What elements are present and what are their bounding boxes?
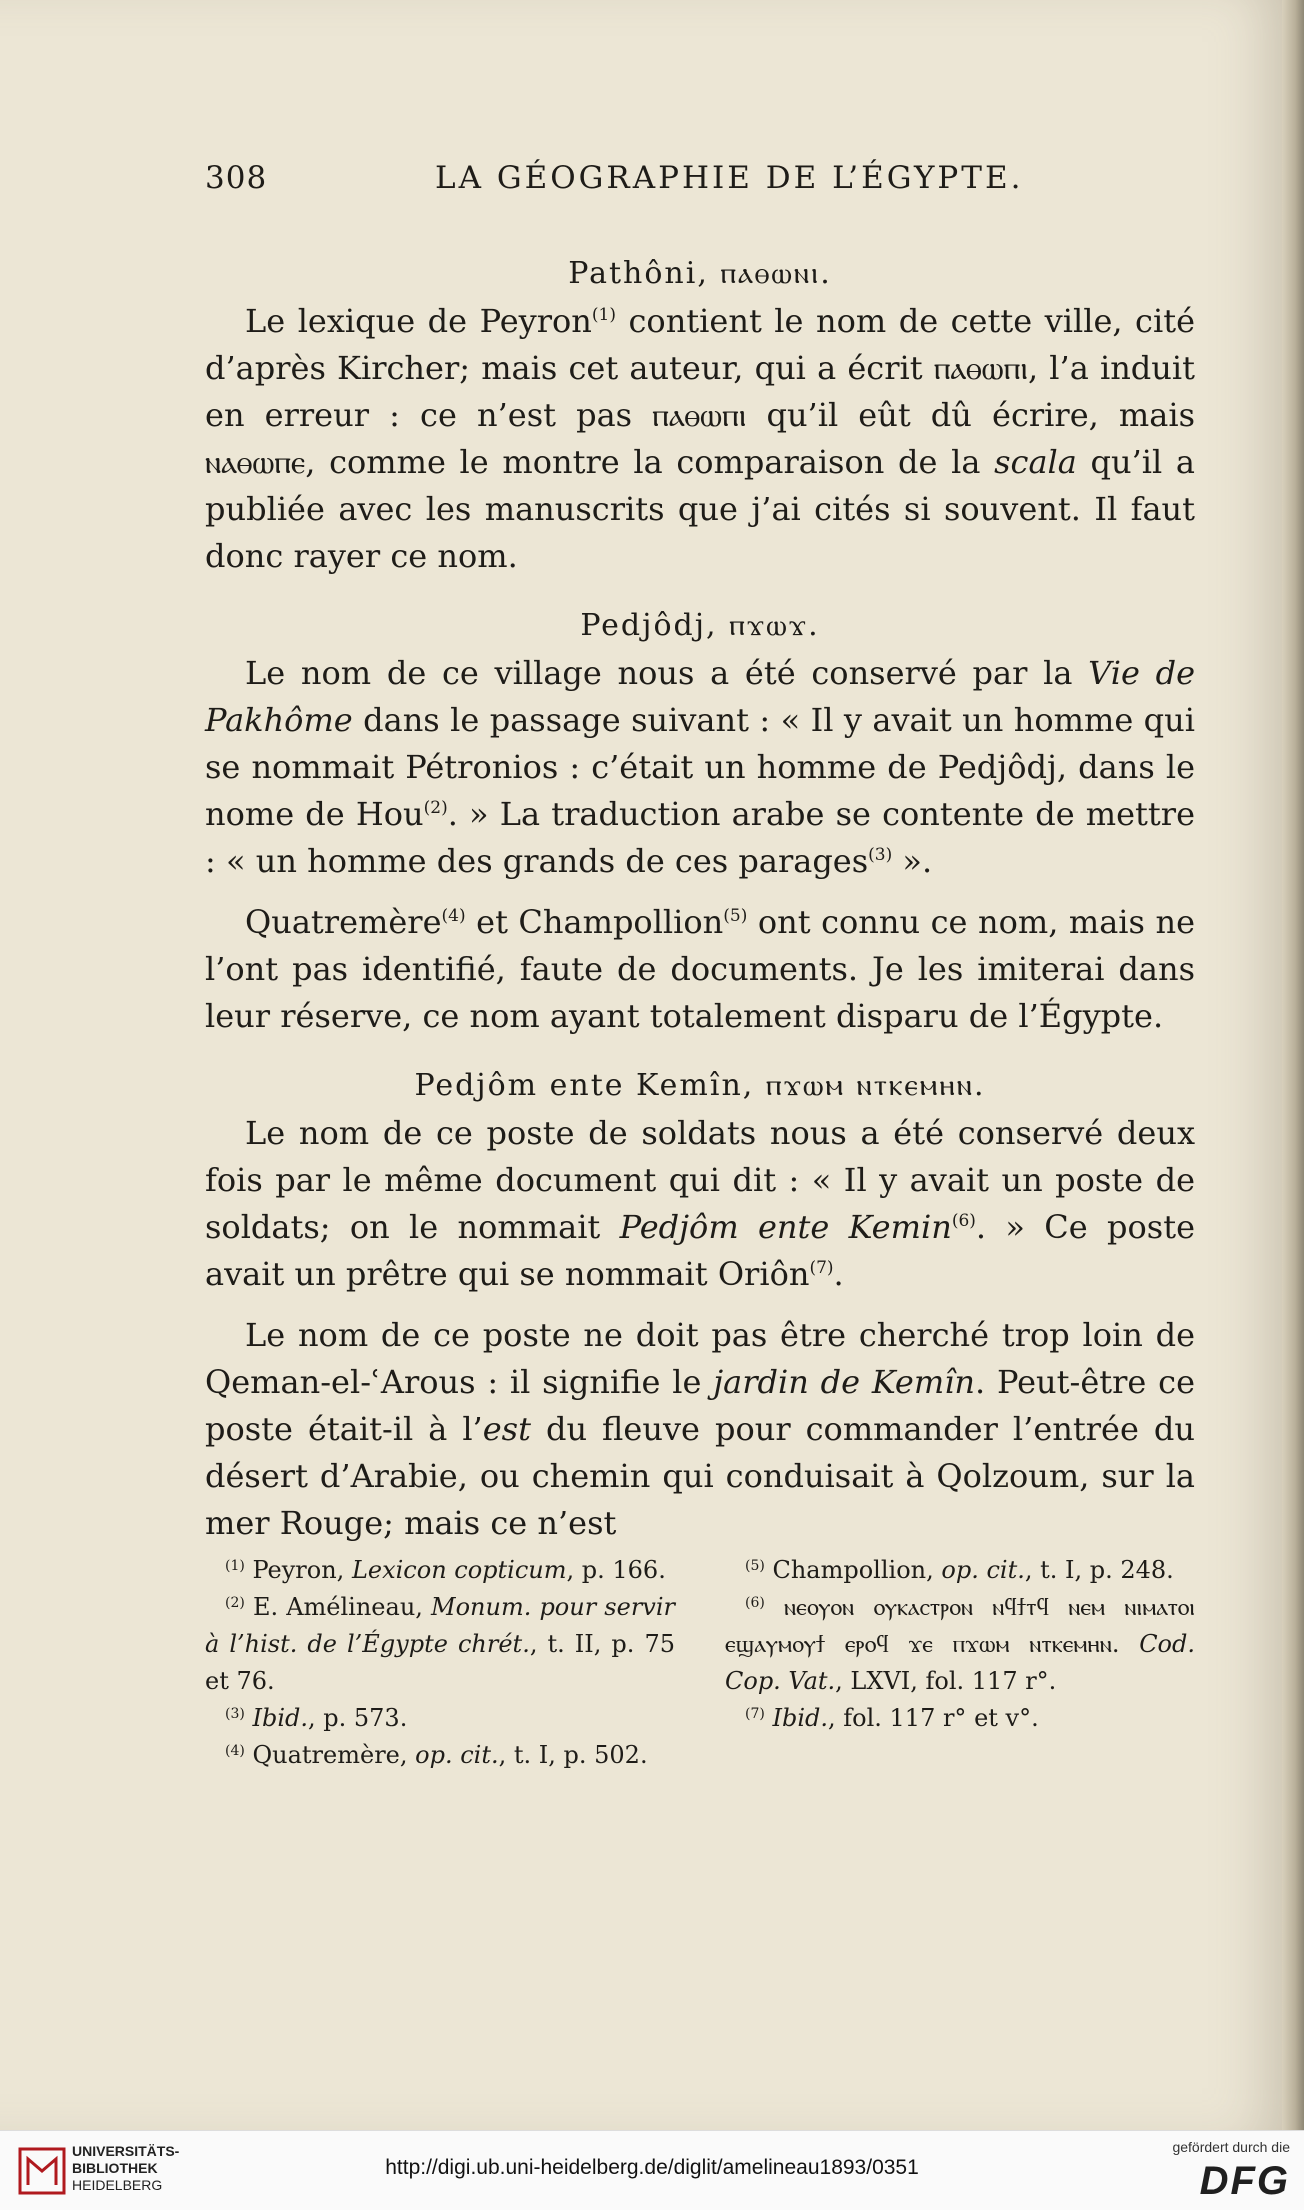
footnote-ref: (1) xyxy=(225,1558,245,1574)
section-pathoni xyxy=(205,250,1195,580)
text-run: Champollion, xyxy=(764,1556,942,1584)
section-pedjodj xyxy=(205,602,1195,1040)
footnote-ref: (3) xyxy=(225,1706,245,1722)
italic-run: est xyxy=(482,1410,531,1448)
paragraph xyxy=(205,650,1195,885)
footnote xyxy=(205,1700,675,1737)
text-run: , p. 573. xyxy=(308,1704,408,1732)
footnote-ref: (5) xyxy=(723,906,748,926)
text-run: Le lexique de Peyron xyxy=(245,302,592,340)
italic-run: Vie de Pakhôme xyxy=(205,654,1196,739)
footnote-ref: (6) xyxy=(951,1211,976,1231)
text-run: . » Ce poste avait un prêtre qui se nommait Oriôn xyxy=(205,1208,1196,1293)
footnotes-left-column xyxy=(205,1552,675,1774)
footnote-ref: (4) xyxy=(441,906,466,926)
text-run: Le nom de ce poste ne doit pas être cherché trop loin de Qeman-el-ʿArous : il signifie le xyxy=(205,1316,1195,1401)
text-run: Le nom de ce poste de soldats nous a été conservé deux fois par le même document qui dit : « Il y avait un poste de soldats; on le nommait xyxy=(205,1114,1195,1246)
text-run: , p. 166. xyxy=(566,1556,666,1584)
italic-run: op. cit. xyxy=(941,1556,1025,1584)
footnote-ref: (7) xyxy=(745,1706,765,1722)
text-run: , t. I, p. 248. xyxy=(1024,1556,1174,1584)
italic-run: Cod. Cop. Vat. xyxy=(725,1630,1195,1695)
italic-run: scala xyxy=(994,443,1077,481)
italic-run: Pedjôm ente Kemin xyxy=(619,1208,952,1246)
section-heading: Pathôni, ⲡⲁⲑⲱⲛⲓ. xyxy=(568,256,832,291)
section-heading: Pedjôdj, ⲡϫⲱϫ. xyxy=(580,608,820,643)
text-run: . xyxy=(833,1255,844,1293)
italic-run: Ibid. xyxy=(252,1704,308,1732)
footnote xyxy=(725,1589,1195,1700)
text-run: , fol. 117 r° et v°. xyxy=(828,1704,1039,1732)
paragraph xyxy=(205,1312,1195,1547)
paragraph xyxy=(205,899,1195,1040)
running-header xyxy=(205,160,1195,200)
running-title: LA GÉOGRAPHIE DE L’ÉGYPTE. xyxy=(435,160,1024,196)
funded-by-label: gefördert durch die xyxy=(1172,2139,1290,2155)
italic-run: op. cit. xyxy=(415,1741,499,1769)
section-pedjom xyxy=(205,1062,1195,1547)
footnote-ref: (4) xyxy=(225,1743,245,1759)
footnote-ref: (2) xyxy=(225,1595,245,1611)
footnote-ref: (3) xyxy=(868,845,893,865)
footnote-ref: (1) xyxy=(591,305,616,325)
viewer-footer xyxy=(0,2130,1304,2210)
text-run: ⲛⲉⲟⲩⲟⲛ ⲟⲩⲕⲁⲥⲧⲣⲟⲛ ⲛϥϯⲧϥ ⲛⲉⲙ ⲛⲓⲙⲁⲧⲟⲓ ⲉϣⲁⲩⲙⲟⲩϯ ⲉⲣⲟϥ ϫⲉ ⲡϫⲱⲙ ⲛⲧⲕⲉⲙⲏⲛ. xyxy=(725,1593,1195,1658)
library-line: UNIVERSITÄTS- xyxy=(72,2143,180,2159)
text-run: et Champollion xyxy=(465,903,724,941)
footnote-ref: (7) xyxy=(809,1258,834,1278)
section-heading: Pedjôm ente Kemîn, ⲡϫⲱⲙ ⲛⲧⲕⲉⲙⲏⲛ. xyxy=(414,1068,986,1103)
text-run: Le nom de ce village nous a été conservé par la xyxy=(245,654,1089,692)
library-line: BIBLIOTHEK xyxy=(72,2160,158,2176)
footnote xyxy=(725,1552,1195,1589)
footnote-ref: (6) xyxy=(745,1595,765,1611)
text-run: ». xyxy=(892,842,933,880)
text-run: ont connu ce nom, mais ne l’ont pas identifié, faute de documents. Je les imiterai dans leur réserve, ce nom ayant totalement disparu de l’Égypte. xyxy=(205,903,1196,1035)
library-line: HEIDELBERG xyxy=(72,2177,163,2193)
footnote xyxy=(205,1552,675,1589)
footnote xyxy=(205,1737,675,1774)
permalink-url[interactable]: http://digi.ub.uni-heidelberg.de/diglit/amelineau1893/0351 xyxy=(385,2156,919,2179)
text-run: contient le nom de cette ville, cité d’après Kircher; mais cet auteur, qui a écrit ⲡⲁⲑⲱⲡⲓ, l’a induit en erreur : ce n’est pas ⲡⲁⲑⲱⲡⲓ qu’il eût dû écrire, mais ⲛⲁⲑⲱⲡⲉ, comme le montre la comparaison de la xyxy=(205,302,1196,481)
page-number: 308 xyxy=(205,160,268,196)
text-run: , LXVI, fol. 117 r°. xyxy=(835,1667,1057,1695)
italic-run: Lexicon copticum xyxy=(351,1556,567,1584)
italic-run: Monum. pour servir à l’hist. de l’Égypte chrét. xyxy=(205,1593,675,1658)
italic-run: Ibid. xyxy=(772,1704,828,1732)
footnotes-right-column xyxy=(725,1552,1195,1737)
paragraph xyxy=(205,298,1195,580)
text-run: , t. I, p. 502. xyxy=(498,1741,648,1769)
text-run: du fleuve pour commander l’entrée du désert d’Arabie, ou chemin qui conduisait à Qolzoum, sur la mer Rouge; mais ce n’est xyxy=(205,1410,1196,1542)
text-run: dans le passage suivant : « Il y avait un homme qui se nommait Pétronios : c’était un homme de Pedjôdj, dans le nome de Hou xyxy=(205,701,1195,833)
footnote-ref: (2) xyxy=(423,798,448,818)
text-run: Quatremère xyxy=(245,903,442,941)
text-run: , t. II, p. 75 et 76. xyxy=(205,1630,675,1695)
page-edge xyxy=(1282,0,1304,2130)
text-run: Peyron, xyxy=(244,1556,352,1584)
text-run: qu’il a publiée avec les manuscrits que j’ai cités si souvent. Il faut donc rayer ce nom. xyxy=(205,443,1195,575)
main-text xyxy=(205,250,1195,1547)
footnote-ref: (5) xyxy=(745,1558,765,1574)
dfg-logo: DFG xyxy=(1199,2159,1290,2203)
text-run: . » La traduction arabe se contente de mettre : « un homme des grands de ces parages xyxy=(205,795,1196,880)
footnote xyxy=(725,1700,1195,1737)
text-run: Quatremère, xyxy=(244,1741,416,1769)
italic-run: jardin de Kemîn xyxy=(713,1363,976,1401)
paragraph xyxy=(205,1110,1195,1298)
text-run: E. Amélineau, xyxy=(244,1593,432,1621)
text-run: . Peut-être ce poste était-il à l’ xyxy=(205,1363,1196,1448)
footnote xyxy=(205,1589,675,1700)
